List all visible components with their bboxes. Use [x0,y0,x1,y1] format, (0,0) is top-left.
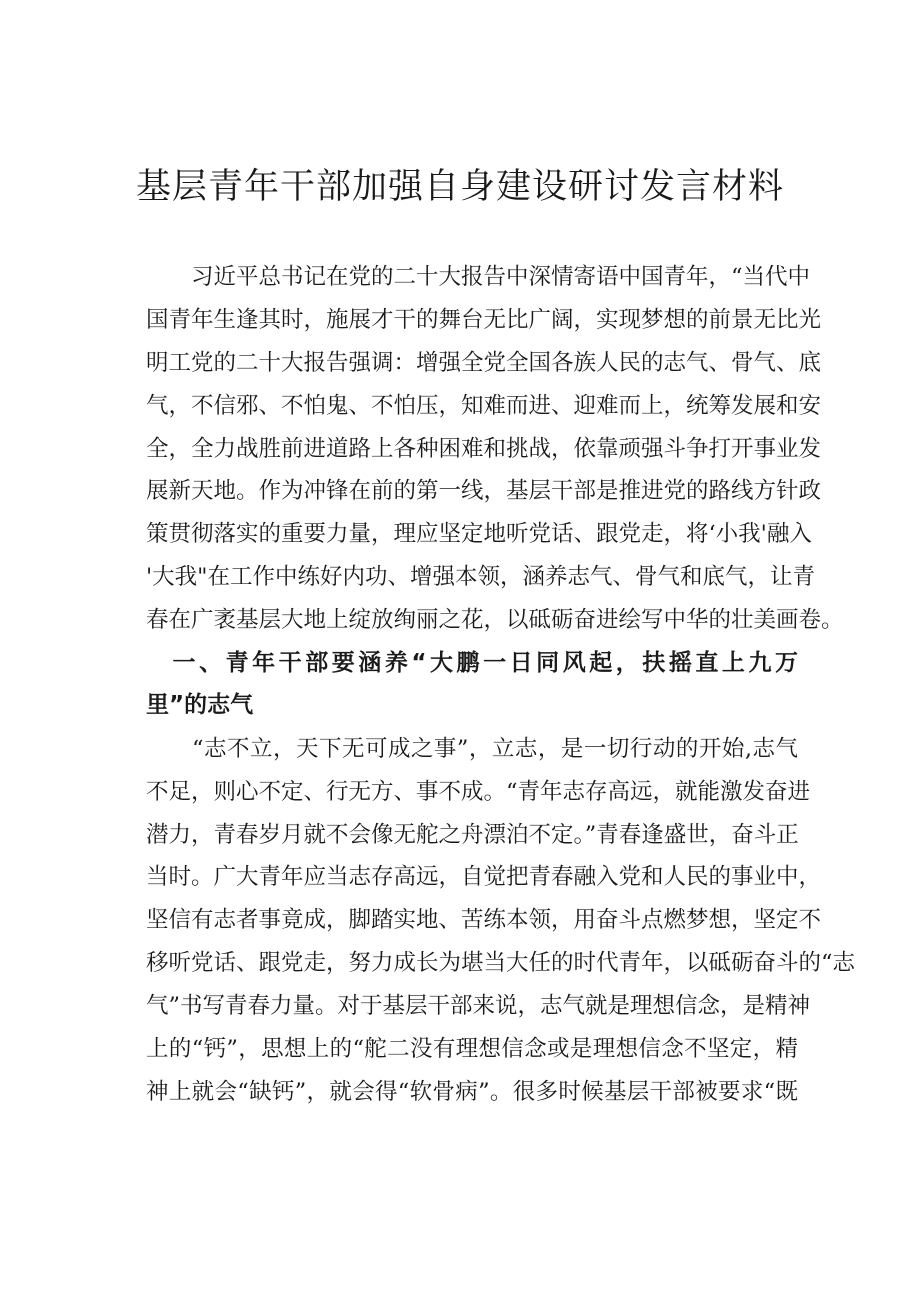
intro-line: 气，不信邪、不怕鬼、不怕压，知难而进、迎难而上，统筹发展和安 [146,393,822,419]
body-line: 神上就会“缺钙”，就会得“软骨病”。很多时候基层干部被要求“既 [146,1079,798,1105]
intro-line: 习近平总书记在党的二十大报告中深情寄语中国青年，“当代中 [146,264,811,290]
intro-line: 策贯彻落实的重要力量，理应坚定地听党话、跟党走，将‘小我'融入 [146,521,812,547]
body-line: 气”书写青春力量。对于基层干部来说，志气就是理想信念，是精神 [146,993,811,1019]
section-heading-line: 里”的志气 [146,692,254,718]
body-line: “志不立，天下无可成之事”，立志，是一切行动的开始,志气 [146,736,798,762]
intro-line: 全，全力战胜前进道路上各种困难和挑战，依靠顽强斗争打开事业发 [146,436,822,462]
intro-line: 春在广袤基层大地上绽放绚丽之花，以砥砺奋进绘写中华的壮美画卷。 [146,607,844,633]
body-line: 当时。广大青年应当志存高远，自觉把青春融入党和人民的事业中， [146,864,822,890]
intro-line: 明工党的二十大报告强调：增强全党全国各族人民的志气、骨气、底 [146,350,822,376]
section-heading-line: 一、青年干部要涵养“大鹏一日同风起，扶摇直上九万 [146,650,798,676]
document-title: 基层青年干部加强自身建设研讨发言材料 [135,167,784,207]
body-line: 坚信有志者事竟成，脚踏实地、苦练本领，用奋斗点燃梦想，坚定不 [146,907,822,933]
body-line: 潜力，青春岁月就不会像无舵之舟漂泊不定。”青春逢盛世，奋斗正 [146,822,799,848]
body-line: 上的“钙”，思想上的“舵二没有理想信念或是理想信念不坚定，精 [146,1036,798,1062]
body-line: 移听党话、跟党走，努力成长为堪当大任的时代青年，以砥砺奋斗的“志 [146,950,856,976]
intro-line: '大我"在工作中练好内功、增强本领，涵养志气、骨气和底气，让青 [146,564,816,590]
intro-line: 展新天地。作为冲锋在前的第一线，基层干部是推进党的路线方针政 [146,478,822,504]
body-line: 不足，则心不定、行无方、事不成。“青年志存高远，就能激发奋进 [146,779,811,805]
intro-line: 国青年生逢其时，施展才干的舞台无比广阔，实现梦想的前景无比光 [146,307,822,333]
